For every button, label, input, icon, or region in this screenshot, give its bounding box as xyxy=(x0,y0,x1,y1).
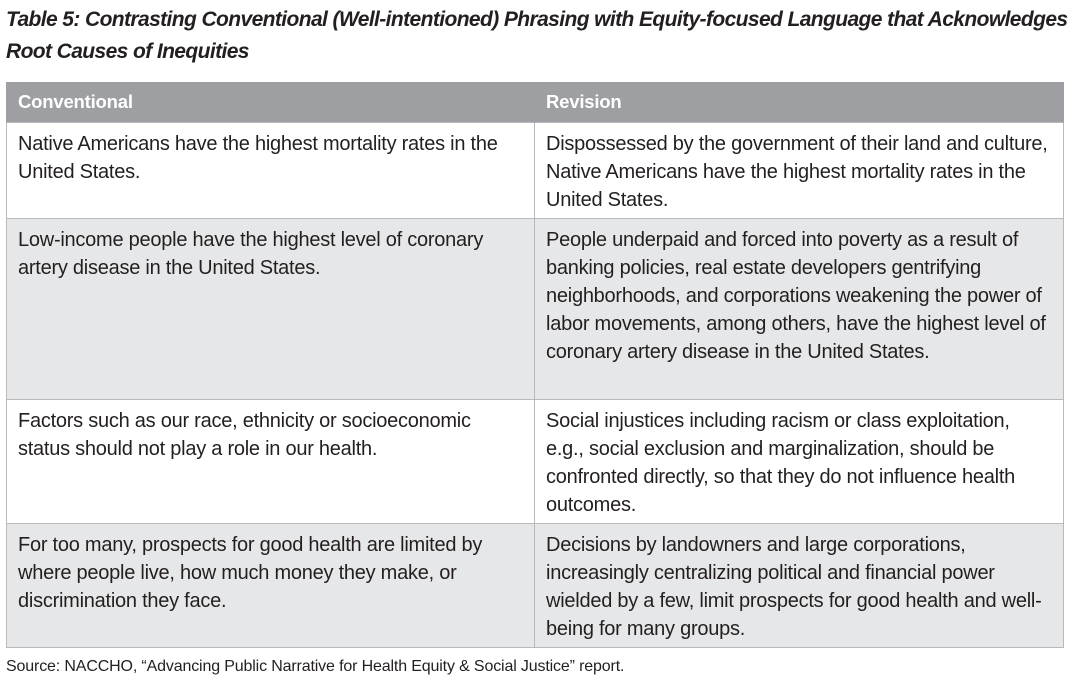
source-note: Source: NACCHO, “Advancing Public Narrative for Health Equity & Social Justice” report. xyxy=(6,658,625,675)
revision-cell: People underpaid and forced into poverty as a result of banking policies, real estate developers gentrifying neighborhoods, and corporations weakening the power of labor movements, among others, have the highest level of coronary artery disease in the United States. xyxy=(535,219,1064,400)
revision-cell: Social injustices including racism or class exploitation, e.g., social exclusion and marginalization, should be confronted directly, so that they do not influence health outcomes. xyxy=(535,400,1064,524)
table-row xyxy=(7,524,1064,648)
conventional-cell: Factors such as our race, ethnicity or socioeconomic status should not play a role in our health. xyxy=(7,400,535,524)
revision-cell: Decisions by landowners and large corporations, increasingly centralizing political and financial power wielded by a few, limit prospects for good health and well-being for many groups. xyxy=(535,524,1064,648)
column-header-revision: Revision xyxy=(535,82,1064,123)
table-row xyxy=(7,400,1064,524)
table-title: Table 5: Contrasting Conventional (Well-intentioned) Phrasing with Equity-focused Language that Acknowledges Root Causes of Inequities xyxy=(6,8,1068,63)
column-header-conventional: Conventional xyxy=(7,82,535,123)
table-header-row xyxy=(7,82,1064,123)
revision-cell: Dispossessed by the government of their land and culture, Native Americans have the highest mortality rates in the United States. xyxy=(535,123,1064,219)
table-row xyxy=(7,219,1064,400)
conventional-cell: For too many, prospects for good health are limited by where people live, how much money they make, or discrimination they face. xyxy=(7,524,535,648)
table-row xyxy=(7,123,1064,219)
comparison-table xyxy=(6,82,1064,648)
conventional-cell: Native Americans have the highest mortality rates in the United States. xyxy=(7,123,535,219)
conventional-cell: Low-income people have the highest level of coronary artery disease in the United States. xyxy=(7,219,535,400)
